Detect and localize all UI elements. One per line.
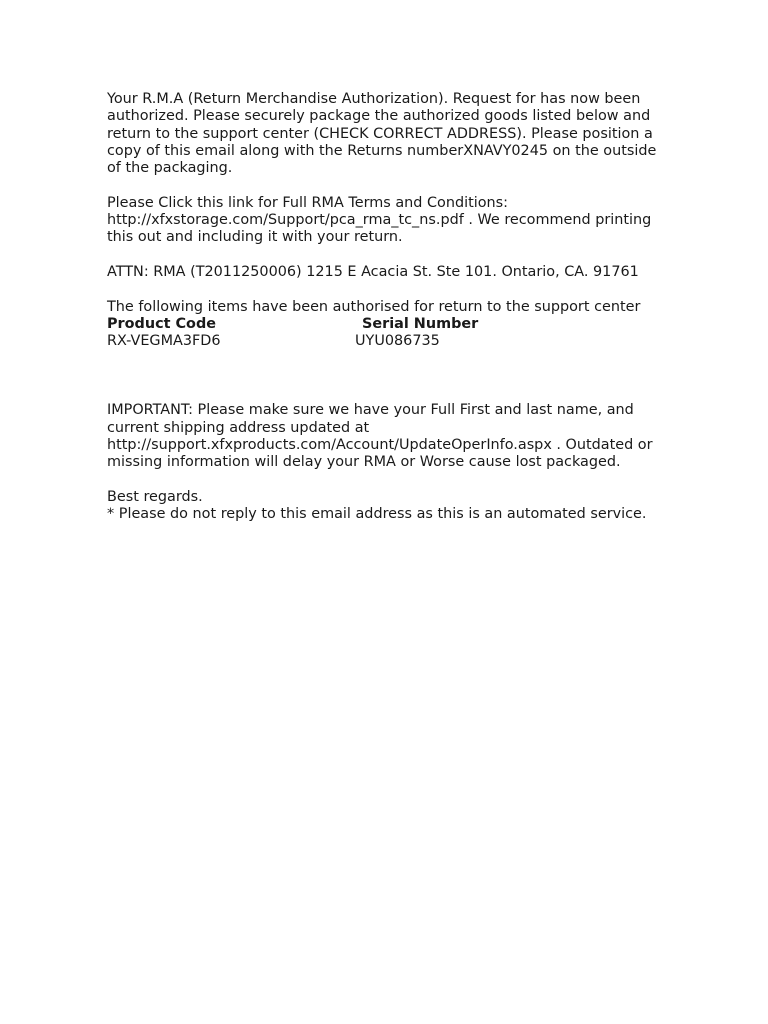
items-intro: The following items have been authorised for return to the support center <box>107 298 641 315</box>
spacer <box>107 281 707 298</box>
terms-link-line[interactable]: http://xfxstorage.com/Support/pca_rma_tc_ns.pdf . We recommend printing <box>107 212 652 229</box>
spacer <box>107 385 707 402</box>
spacer <box>107 368 707 385</box>
important-line: IMPORTANT: Please make sure we have your Full First and last name, and <box>107 402 634 419</box>
header-product-code: Product Code <box>107 315 217 332</box>
footer-note: * Please do not reply to this email address as this is an automated service. <box>107 506 647 523</box>
terms-paragraph <box>107 195 707 247</box>
items-table <box>107 316 707 351</box>
spacer <box>107 472 707 489</box>
cell-product-code: RX-VEGMA3FD6 <box>107 333 221 350</box>
important-line: missing information will delay your RMA or Worse cause lost packaged. <box>107 454 621 471</box>
table-row <box>107 333 707 350</box>
items-table-header <box>107 316 707 333</box>
intro-line: of the packaging. <box>107 160 233 177</box>
important-line: current shipping address updated at <box>107 419 370 436</box>
intro-line: copy of this email along with the Returns numberXNAVY0245 on the outside <box>107 142 657 159</box>
attn-address: ATTN: RMA (T2011250006) 1215 E Acacia St. Ste 101. Ontario, CA. 91761 <box>107 263 639 280</box>
intro-line: return to the support center (CHECK CORRECT ADDRESS). Please position a <box>107 125 653 142</box>
spacer <box>107 247 707 264</box>
important-paragraph <box>107 402 707 471</box>
email-body <box>107 91 707 523</box>
terms-line: this out and including it with your return. <box>107 229 403 246</box>
spacer <box>107 177 707 194</box>
closing-regards: Best regards. <box>107 488 203 505</box>
terms-line: Please Click this link for Full RMA Terms and Conditions: <box>107 194 508 211</box>
header-serial-number: Serial Number <box>362 315 479 332</box>
cell-serial-number: UYU086735 <box>355 333 440 350</box>
intro-paragraph <box>107 91 707 177</box>
important-link-line[interactable]: http://support.xfxproducts.com/Account/UpdateOperInfo.aspx . Outdated or <box>107 436 653 453</box>
intro-line: Your R.M.A (Return Merchandise Authorization). Request for has now been <box>107 91 641 107</box>
spacer <box>107 350 707 367</box>
intro-line: authorized. Please securely package the authorized goods listed below and <box>107 108 651 125</box>
